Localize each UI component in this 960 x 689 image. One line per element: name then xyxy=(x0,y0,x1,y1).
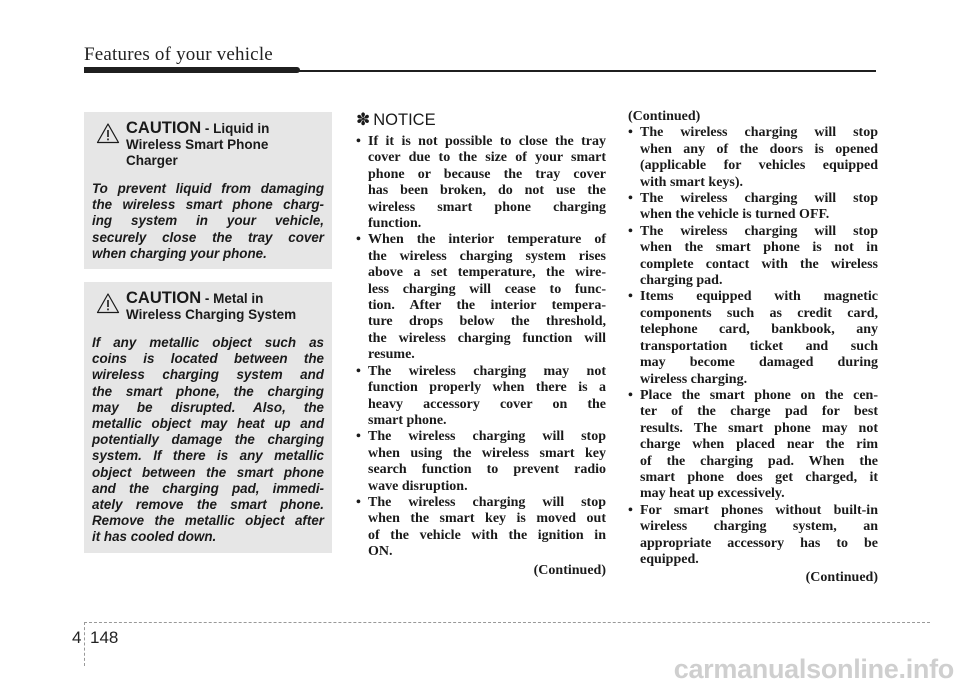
footer-rule xyxy=(84,622,930,623)
bullet-dot-icon: • xyxy=(356,494,361,510)
bullet-text-line: the wireless charging function will xyxy=(368,330,606,346)
header-rule xyxy=(84,67,300,73)
bullet-text-line: ON. xyxy=(368,544,393,560)
caution-word: CAUTION xyxy=(126,289,202,307)
caution-box-liquid xyxy=(84,112,332,269)
caution-title-line: - Liquid in xyxy=(201,121,270,136)
caution-text-line: it has cooled down. xyxy=(92,529,217,545)
bullet-text-line: smart phone. xyxy=(368,412,447,428)
bullet-dot-icon: • xyxy=(356,232,361,248)
bullet-dot-icon: • xyxy=(628,125,633,141)
bullet-text-line: equipped. xyxy=(640,551,699,567)
bullet-text xyxy=(640,289,878,387)
bullet-text-line: charging pad. xyxy=(640,273,723,289)
bullet-item xyxy=(628,289,878,387)
bullet-text-line: phone or because the tray cover xyxy=(368,166,606,182)
bullet-text-line: less charging will cease to func- xyxy=(368,281,606,297)
notice-bullet-list xyxy=(356,134,606,561)
caution-text-line: system. If there is any metallic xyxy=(92,448,324,464)
caution-text-line: ing system in your vehicle, xyxy=(92,213,324,229)
bullet-text xyxy=(368,134,606,232)
bullet-text-line: ter of the charge pad for best xyxy=(640,404,878,420)
bullet-text-line: above a set temperature, the wire- xyxy=(368,265,606,281)
bullet-dot-icon: • xyxy=(356,134,361,149)
page-section-title: Features of your vehicle xyxy=(84,44,273,65)
notice-heading xyxy=(356,110,606,130)
caution-box-metal xyxy=(84,282,332,553)
caution-body xyxy=(92,181,324,262)
page-number: 148 xyxy=(90,628,119,647)
caution-text-line: and the charging pad, immedi- xyxy=(92,480,324,496)
header-rule-thin xyxy=(298,70,876,72)
bullet-text-line: The wireless charging will stop xyxy=(640,191,878,207)
bullet-dot-icon: • xyxy=(628,502,633,518)
caution-heading xyxy=(92,290,324,323)
caution-heading xyxy=(92,120,324,169)
bullet-text-line: components such as credit card, xyxy=(640,305,878,321)
bullet-item xyxy=(356,364,606,430)
bullet-text xyxy=(368,232,606,363)
bullet-text-line: transportation ticket and such xyxy=(640,338,878,354)
bullet-text-line: wireless charging. xyxy=(640,371,748,387)
footer-divider xyxy=(84,622,85,666)
bullet-dot-icon: • xyxy=(628,223,633,239)
bullet-dot-icon: • xyxy=(628,289,633,305)
caution-text-line: when charging your phone. xyxy=(92,245,267,261)
continued-bullet-list xyxy=(628,125,878,568)
bullet-item xyxy=(356,495,606,561)
caution-text-line: potentially damage the charging xyxy=(92,432,324,448)
bullet-text-line: smart phone does get charged, it xyxy=(640,469,878,485)
bullet-dot-icon: • xyxy=(628,387,633,403)
bullet-item xyxy=(356,232,606,363)
bullet-text-line: (applicable for vehicles equipped xyxy=(640,158,878,174)
bullet-text-line: when the vehicle is turned OFF. xyxy=(640,207,830,223)
caution-text-line: coins is located between the xyxy=(92,351,324,367)
caution-title xyxy=(126,120,269,169)
bullet-text xyxy=(640,503,878,569)
bullet-text xyxy=(368,495,606,561)
bullet-text-line: The wireless charging will stop xyxy=(640,223,878,239)
caution-title-line: - Metal in xyxy=(201,291,264,306)
caution-text-line: the smart phone, the charging xyxy=(92,383,324,399)
caution-text-line: ately remove the smart phone. xyxy=(92,497,324,513)
watermark: carmanualsonline.info xyxy=(673,654,954,684)
bullet-text-line: resume. xyxy=(368,347,415,363)
bullet-text xyxy=(640,388,878,503)
caution-word: CAUTION xyxy=(126,119,202,137)
bullet-text-line: of the charging pad. When the xyxy=(640,453,878,469)
bullet-text-line: may become damaged during xyxy=(640,355,878,371)
caution-text-line: If any metallic object such as xyxy=(92,335,324,350)
caution-text-line: the wireless smart phone charg- xyxy=(92,197,324,213)
caution-text-line: securely close the tray cover xyxy=(92,229,324,245)
bullet-text-line: may heat up excessively. xyxy=(640,486,785,502)
bullet-dot-icon: • xyxy=(356,363,361,379)
bullet-item xyxy=(356,134,606,232)
bullet-text-line: when the smart key is moved out xyxy=(368,511,606,527)
bullet-item xyxy=(628,191,878,224)
bullet-text-line: when using the wireless smart key xyxy=(368,445,606,461)
notice-column xyxy=(356,110,606,579)
bullet-text-line: with smart keys). xyxy=(640,174,744,190)
notice-heading-text: NOTICE xyxy=(373,111,436,129)
bullet-text-line: cover due to the size of your smart xyxy=(368,150,606,166)
caution-text-line: Remove the metallic object after xyxy=(92,513,324,529)
caution-text-line: object between the smart phone xyxy=(92,464,324,480)
caution-title-line: Charger xyxy=(126,153,178,168)
continued-label-bottom: (Continued) xyxy=(805,570,878,586)
bullet-text-line: wireless charging system, an xyxy=(640,519,878,535)
bullet-text-line: when the smart phone is not in xyxy=(640,240,878,256)
bullet-text-line: The wireless charging will stop xyxy=(640,125,878,141)
caution-text-line: metallic object may heat up and xyxy=(92,416,324,432)
bullet-item xyxy=(628,388,878,503)
bullet-text-line: heavy accessory cover on the xyxy=(368,396,606,412)
bullet-text-line: telephone card, bankbook, any xyxy=(640,322,878,338)
bullet-text-line: The wireless charging will stop xyxy=(368,429,606,445)
bullet-text-line: function properly when there is a xyxy=(368,380,606,396)
continued-column xyxy=(628,109,878,587)
bullet-item xyxy=(356,429,606,495)
warning-triangle-icon xyxy=(96,292,120,314)
bullet-text-line: Place the smart phone on the cen- xyxy=(640,387,878,403)
bullet-text-line: function. xyxy=(368,216,422,232)
bullet-text xyxy=(368,364,606,430)
bullet-text-line: For smart phones without built-in xyxy=(640,502,878,518)
bullet-text xyxy=(368,429,606,495)
caution-text-line: To prevent liquid from damaging xyxy=(92,181,324,196)
bullet-dot-icon: • xyxy=(356,429,361,445)
notice-star-icon: ✽ xyxy=(356,110,371,129)
bullet-text-line: has been broken, do not use the xyxy=(368,183,606,199)
bullet-text xyxy=(640,191,878,224)
bullet-text-line: results. The smart phone may not xyxy=(640,420,878,436)
caution-text-line: wireless charging system and xyxy=(92,367,324,383)
bullet-text-line: ture drops below the threshold, xyxy=(368,314,606,330)
bullet-item xyxy=(628,125,878,191)
bullet-text xyxy=(640,224,878,290)
bullet-text-line: wireless smart phone charging xyxy=(368,199,606,215)
continued-label-top: (Continued) xyxy=(628,109,701,124)
bullet-text-line: appropriate accessory has to be xyxy=(640,535,878,551)
bullet-text xyxy=(640,125,878,191)
caution-body xyxy=(92,335,324,546)
continued-label: (Continued) xyxy=(533,562,606,578)
bullet-text-line: search function to prevent radio xyxy=(368,462,606,478)
caution-title-line: Wireless Charging System xyxy=(126,307,297,322)
bullet-text-line: The wireless charging may not xyxy=(368,363,606,379)
caution-title xyxy=(126,290,296,323)
bullet-item xyxy=(628,503,878,569)
warning-triangle-icon xyxy=(96,122,120,144)
bullet-item xyxy=(628,224,878,290)
bullet-text-line: Items equipped with magnetic xyxy=(640,289,878,305)
bullet-text-line: the wireless charging system rises xyxy=(368,248,606,264)
bullet-text-line: when any of the doors is opened xyxy=(640,141,878,157)
bullet-dot-icon: • xyxy=(628,191,633,207)
bullet-text-line: tion. After the interior tempera- xyxy=(368,298,606,314)
bullet-text-line: complete contact with the wireless xyxy=(640,256,878,272)
bullet-text-line: If it is not possible to close the tray xyxy=(368,134,606,149)
caution-title-line: Wireless Smart Phone xyxy=(126,137,269,152)
bullet-text-line: When the interior temperature of xyxy=(368,232,606,248)
bullet-text-line: charge when placed near the rim xyxy=(640,437,878,453)
chapter-number: 4 xyxy=(72,628,82,647)
bullet-text-line: The wireless charging will stop xyxy=(368,494,606,510)
bullet-text-line: wave disruption. xyxy=(368,478,468,494)
caution-text-line: may be disrupted. Also, the xyxy=(92,399,324,415)
bullet-text-line: of the vehicle with the ignition in xyxy=(368,527,606,543)
